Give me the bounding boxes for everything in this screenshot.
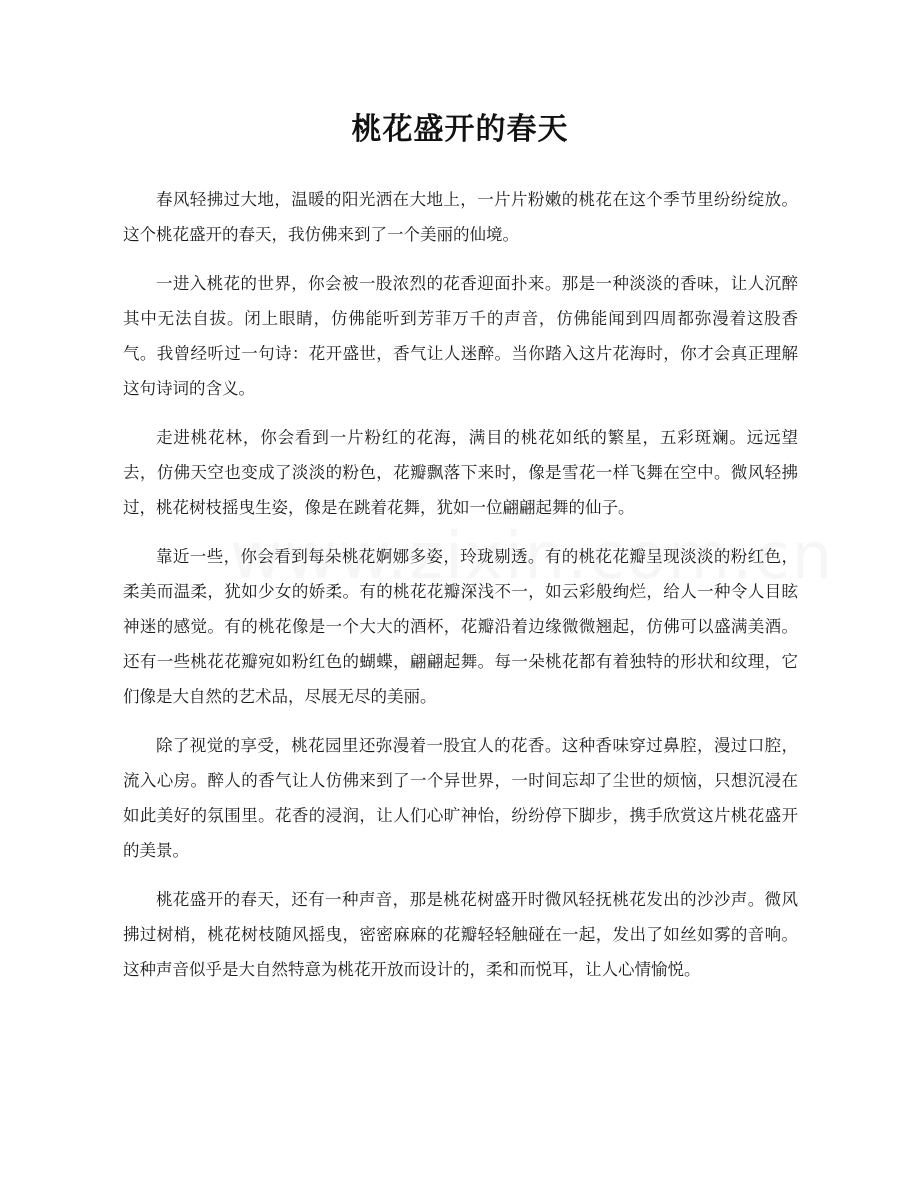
paragraph: 桃花盛开的春天，还有一种声音，那是桃花树盛开时微风轻抚桃花发出的沙沙声。微风拂过树梢，桃花树枝随风摇曳，密密麻麻的花瓣轻轻触碰在一起，发出了如丝如雾的音响。这种声音似乎是大自然特意为桃花开放而设计的，柔和而悦耳，让人心情愉悦。 xyxy=(123,890,798,979)
paragraph: 靠近一些，你会看到每朵桃花婀娜多姿，玲珑剔透。有的桃花花瓣呈现淡淡的粉红色，柔美而温柔，犹如少女的娇柔。有的桃花花瓣深浅不一，如云彩般绚烂，给人一种令人目眩神迷的感觉。有的桃花像是一个大大的酒杯，花瓣沿着边缘微微翘起，仿佛可以盛满美酒。还有一些桃花花瓣宛如粉红色的蝴蝶，翩翩起舞。每一朵桃花都有着独特的形状和纹理，它们像是大自然的艺术品，尽展无尽的美丽。 xyxy=(123,547,798,706)
paragraph: 春风轻拂过大地，温暖的阳光洒在大地上，一片片粉嫩的桃花在这个季节里纷纷绽放。这个桃花盛开的春天，我仿佛来到了一个美丽的仙境。 xyxy=(123,190,798,244)
document-body xyxy=(123,182,798,1001)
paragraph: 一进入桃花的世界，你会被一股浓烈的花香迎面扑来。那是一种淡淡的香味，让人沉醉其中无法自拔。闭上眼睛，仿佛能听到芳菲万千的声音，仿佛能闻到四周都弥漫着这股香气。我曾经听过一句诗：花开盛世，香气让人迷醉。当你踏入这片花海时，你才会真正理解这句诗词的含义。 xyxy=(123,274,798,398)
document-title: 桃花盛开的春天 xyxy=(351,112,569,147)
paragraph: 走进桃花林，你会看到一片粉红的花海，满目的桃花如纸的繁星，五彩斑斓。远远望去，仿佛天空也变成了淡淡的粉色，花瓣飘落下来时，像是雪花一样飞舞在空中。微风轻拂过，桃花树枝摇曳生姿，像是在跳着花舞，犹如一位翩翩起舞的仙子。 xyxy=(123,428,798,517)
paragraph: 除了视觉的享受，桃花园里还弥漫着一股宜人的花香。这种香味穿过鼻腔，漫过口腔，流入心房。醉人的香气让人仿佛来到了一个异世界，一时间忘却了尘世的烦恼，只想沉浸在如此美好的氛围里。花香的浸润，让人们心旷神怡，纷纷停下脚步，携手欣赏这片桃花盛开的美景。 xyxy=(123,736,798,860)
